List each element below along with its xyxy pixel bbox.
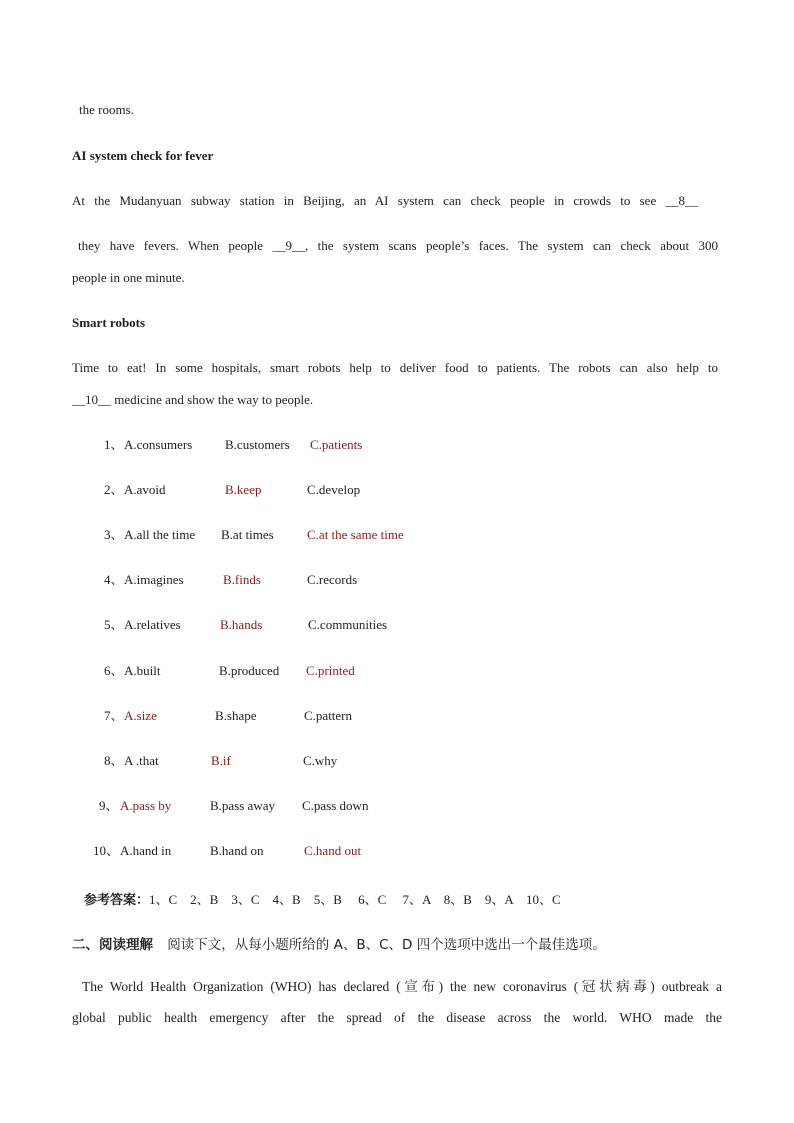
question-number: 6、 [104, 663, 124, 678]
option-a: A.size [124, 708, 157, 723]
option-b: B.pass away [210, 798, 275, 813]
option-b: B.if [211, 753, 231, 768]
option-c: C.at the same time [307, 527, 404, 542]
paragraph-line: Time to eat! In some hospitals, smart robots help to deliver food to patients. The robots can also help to [72, 360, 718, 375]
option-c: C.pass down [302, 798, 369, 813]
option-a: A.hand in [120, 843, 172, 858]
option-a: A.avoid [124, 482, 166, 497]
section-heading-ai: AI system check for fever [72, 148, 214, 163]
question-number: 3、 [104, 527, 124, 542]
section-instruction: 阅读下文，从每小题所给的 A、B、C、D 四个选项中选出一个最佳选项。 [167, 937, 606, 953]
option-c: C.communities [308, 617, 388, 632]
paragraph-line: they have fevers. When people __9__, the system scans people’s faces. The system can check about 300 [78, 238, 718, 253]
question-number: 1、 [104, 437, 124, 452]
option-a: A.pass by [120, 798, 172, 813]
option-b: B.shape [215, 708, 257, 723]
paragraph-line: __10__ medicine and show the way to people. [72, 392, 314, 407]
passage-line: global public health emergency after the spread of the disease across the world. WHO made the [72, 1010, 722, 1025]
answer-key [84, 889, 561, 908]
paragraph-line: At the Mudanyuan subway station in Beijing, an AI system can check people in crowds to see __8__ [72, 193, 698, 208]
option-c: C.patients [310, 437, 363, 452]
option-b: B.hand on [210, 843, 264, 858]
question-number: 4、 [104, 572, 124, 587]
question-number: 7、 [104, 708, 124, 723]
section-heading-robots: Smart robots [72, 315, 146, 330]
question-number: 9、 [99, 798, 119, 813]
section-title: 二、阅读理解 [72, 937, 153, 953]
option-c: C.records [307, 572, 358, 587]
option-c: C.pattern [304, 708, 353, 723]
option-a: A .that [124, 753, 159, 768]
option-b: B.at times [221, 527, 274, 542]
option-c: C.hand out [304, 843, 362, 858]
option-b: B.produced [219, 663, 280, 678]
paragraph-line: the rooms. [79, 102, 134, 117]
answer-key-label: 参考答案： [84, 892, 150, 907]
option-a: A.all the time [124, 527, 196, 542]
question-number: 2、 [104, 482, 124, 497]
question-number: 8、 [104, 753, 124, 768]
option-b: B.finds [223, 572, 261, 587]
reading-section-header [72, 933, 606, 953]
option-c: C.printed [306, 663, 355, 678]
answer-key-text: 1、C 2、B 3、C 4、B 5、B 6、C 7、A 8、B 9、A 10、C [149, 892, 561, 907]
question-number: 10、 [93, 843, 120, 858]
option-b: B.customers [225, 437, 290, 452]
option-a: A.relatives [124, 617, 181, 632]
option-c: C.develop [307, 482, 361, 497]
option-b: B.keep [225, 482, 262, 497]
passage-line: The World Health Organization (WHO) has declared (宣布) the new coronavirus (冠状病毒) outbreak a [82, 979, 722, 994]
paragraph-line: people in one minute. [72, 270, 185, 285]
option-c: C.why [303, 753, 338, 768]
option-b: B.hands [220, 617, 263, 632]
option-a: A.consumers [124, 437, 193, 452]
option-a: A.imagines [124, 572, 184, 587]
question-number: 5、 [104, 617, 124, 632]
option-a: A.built [124, 663, 161, 678]
